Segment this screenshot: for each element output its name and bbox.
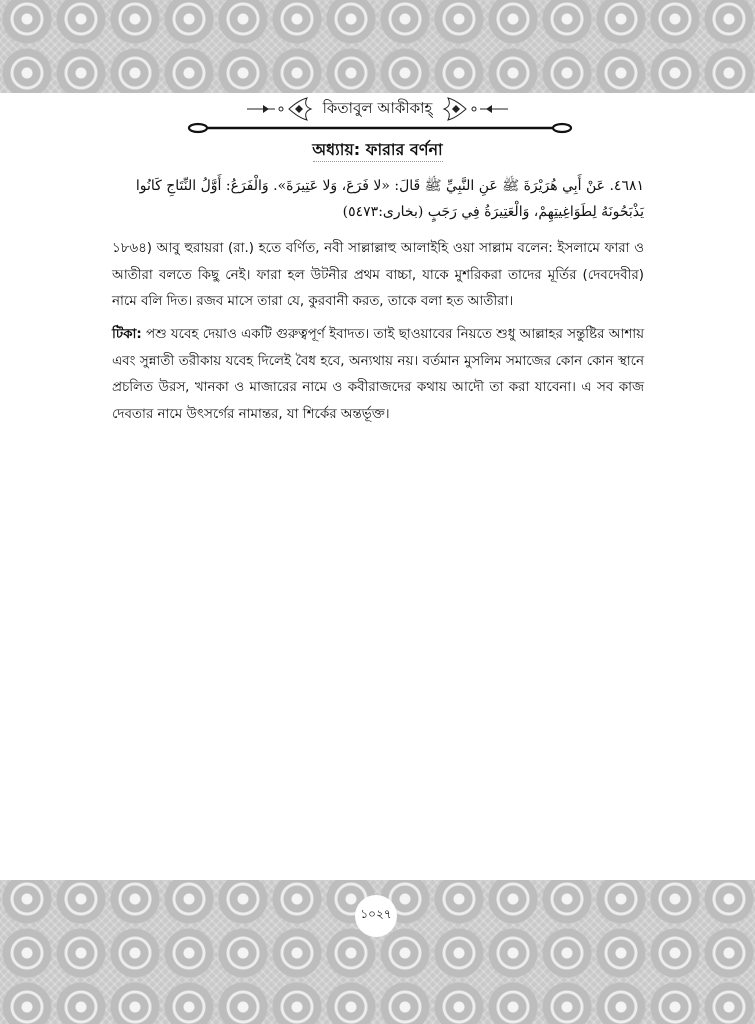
decorative-header-band	[0, 0, 755, 93]
running-header	[0, 96, 755, 122]
ornament-flourish-left-icon	[245, 96, 317, 122]
header-rule-divider	[186, 120, 574, 136]
running-title: কিতাবুল আকীকাহ্	[322, 98, 433, 117]
commentary-note	[112, 322, 644, 428]
page-number: ১০২৭	[355, 895, 397, 937]
note-text: পশু যবেহ দেয়াও একটি গুরুত্বপূর্ণ ইবাদত। তাই ছাওয়াবের নিয়তে শুধু আল্লাহর সন্তুষ্টির আশায় এবং সুন্নাতী তরীকায় যবেহ দিলেই বৈধ হবে, অন্যথায় নয়। বর্তমান মুসলিম সমাজের কোন কোন স্থানে প্রচলিত উরস, খানকা ও মাজারের নামে ও কবীরাজদের কথায় আদৌ তা করা যাবেনা। এ সব কাজ দেবতার নামে উৎসর্গের নামান্তর, যা শির্কের অন্তর্ভূক্ত।	[112, 327, 645, 422]
note-label: টিকা:	[112, 327, 142, 342]
hadith-translation: ১৮৬৪) আবু হুরায়রা (রা.) হতে বর্ণিত, নবী সাল্লাল্লাহু আলাইহি ওয়া সাল্লাম বলেন: ইসলামে ফারা ও আতীরা বলতে কিছু নেই। ফারা হল উটনীর প্রথম বাচ্চা, যাকে মুশরিকরা তাদের মূর্তির (দেবদেবীর) নামে বলি দিত। রজব মাসে তারা যে, কুরবানী করত, তাকে বলা হত আতীরা।	[112, 241, 644, 309]
chapter-title-underline	[313, 161, 443, 162]
arabic-hadith-text: ٤٦٨١. عَنْ أَبِي هُرَيْرَةَ ﷺ عَنِ النَّبِيِّ ﷺ قَالَ: «لا فَرَعَ، وَلا عَتِيرَةَ». وَالْفَرَعُ: أَوَّلُ النِّتَاجِ كَانُوا يَذْبَحُونَهُ لِطَوَاغِيتِهِمْ، وَالْعَتِيرَةُ فِي رَجَبٍ (بخارى:٥٤٧٣)	[135, 178, 644, 220]
chapter-title: অধ্যায়: ফারার বর্ণনা	[312, 140, 443, 159]
ornament-flourish-right-icon	[438, 96, 510, 122]
